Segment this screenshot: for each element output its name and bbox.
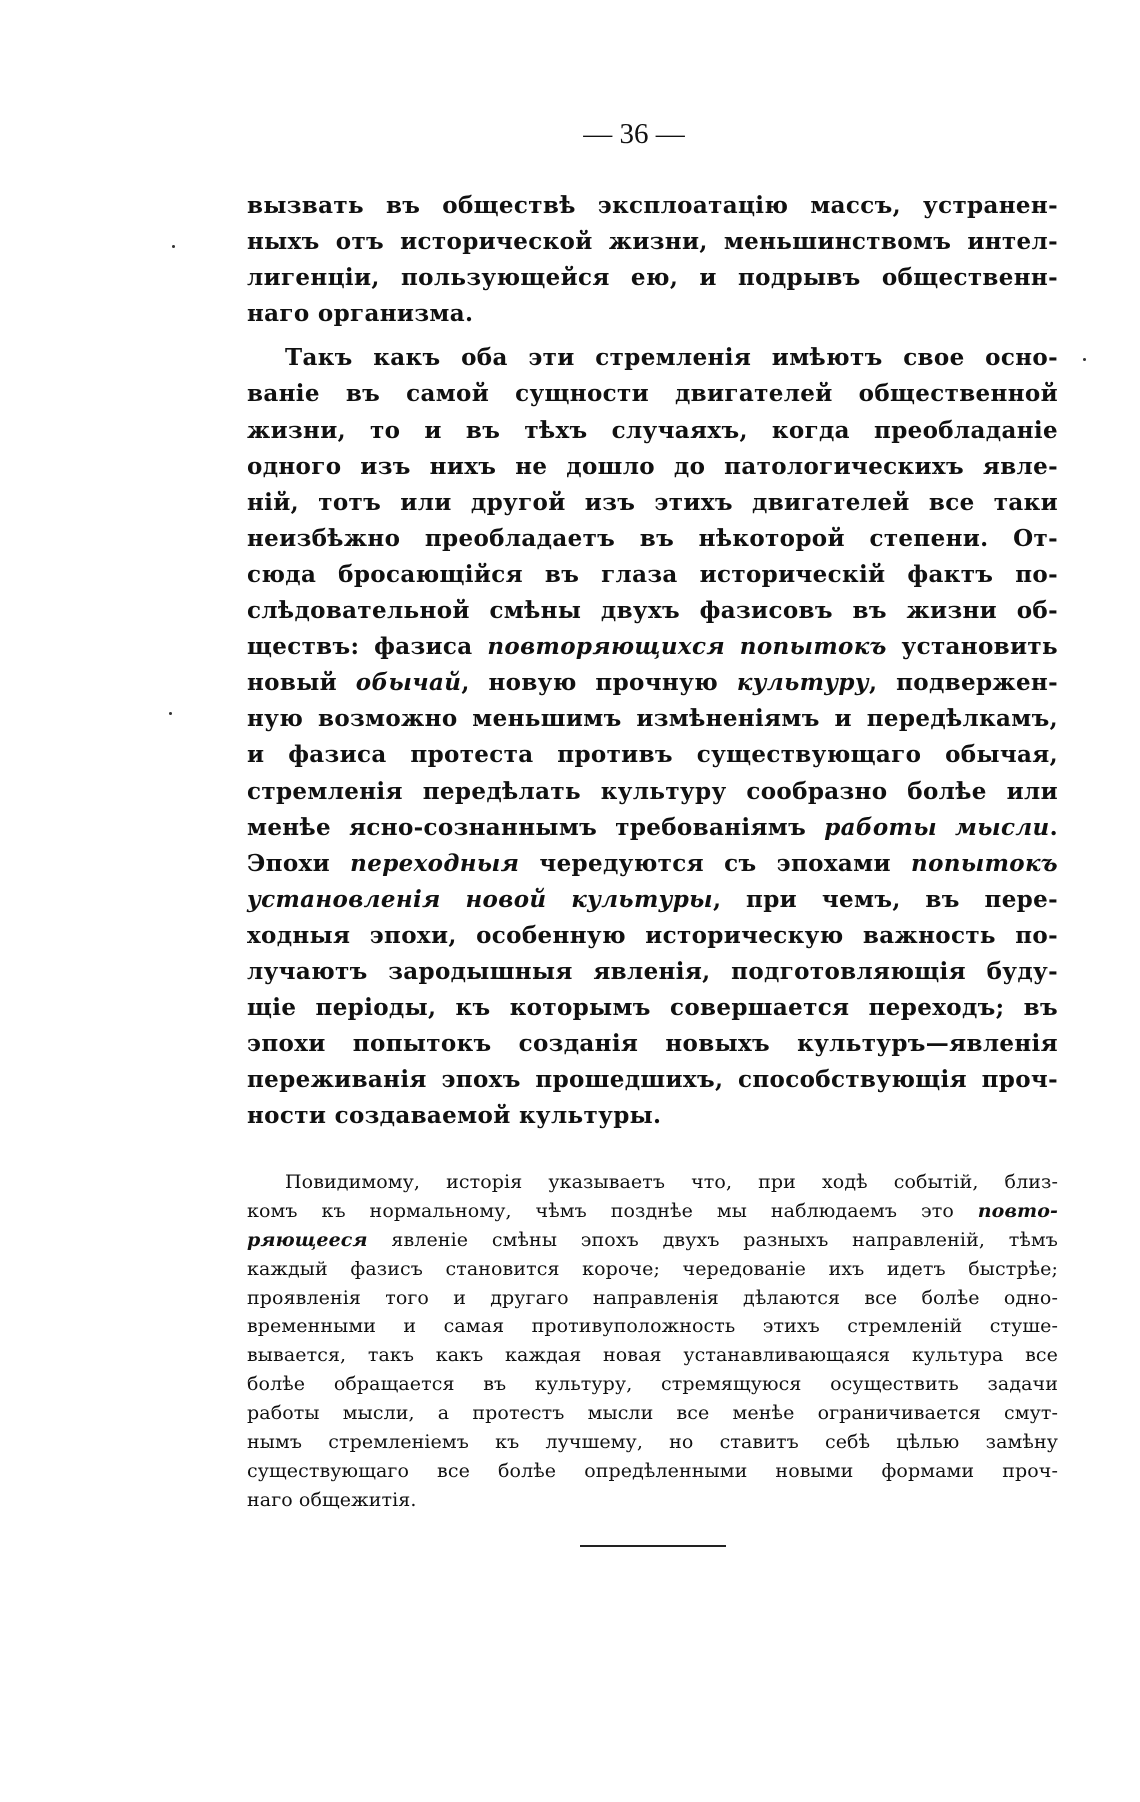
text-line: щіе періоды, къ которымъ совершается переходъ; въ <box>247 994 1058 1022</box>
footnote-line: вывается, такъ какъ каждая новая устанавливающаяся культура все <box>247 1344 1058 1367</box>
text-line: жизни, то и въ тѣхъ случаяхъ, когда преобладаніе <box>247 416 1058 444</box>
text-line: новый обычай, новую прочную культуру, подвержен- <box>247 669 1059 697</box>
footnote <box>247 1168 1058 1515</box>
text-line: ній, тотъ или другой изъ этихъ двигателей все таки <box>247 488 1058 516</box>
text-line: эпохи попытокъ созданія новыхъ культуръ—явленія <box>247 1030 1058 1058</box>
emphasis: культуру <box>736 669 869 697</box>
text-line: установленія новой культуры, при чемъ, въ пере- <box>247 885 1058 913</box>
paper-speck <box>172 245 175 248</box>
emphasis: повто- <box>977 1199 1058 1222</box>
text-line: неизбѣжно преобладаетъ въ нѣкоторой степени. От- <box>247 524 1058 552</box>
text-line: ходныя эпохи, особенную историческую важность по- <box>247 921 1058 949</box>
text-line: переживанія эпохъ прошедшихъ, способствующія проч- <box>247 1066 1058 1094</box>
text-line: ности создаваемой культуры. <box>247 1102 662 1130</box>
text-line: Эпохи переходныя чередуются съ эпохами попытокъ <box>247 849 1058 877</box>
text-line: одного изъ нихъ не дошло до патологическихъ явле- <box>247 452 1058 480</box>
text-line: ваніе въ самой сущности двигателей общественной <box>247 380 1058 408</box>
footnote-line: проявленія того и другаго направленія дѣлаются все болѣе одно- <box>247 1286 1058 1309</box>
text-line: ществъ: фазиса повторяющихся попытокъ установить <box>247 633 1058 661</box>
text-line: лигенціи, пользующейся ею, и подрывъ общественн- <box>247 264 1058 292</box>
emphasis: ряющееся <box>247 1228 368 1251</box>
main-text <box>247 188 1058 1134</box>
footnote-line: болѣе обращается въ культуру, стремящуюся осуществить задачи <box>247 1373 1058 1396</box>
footnote-line: временными и самая противуположность этихъ стремленій стуше- <box>247 1315 1058 1338</box>
text-line: и фазиса протеста противъ существующаго обычая, <box>247 741 1058 769</box>
paper-speck <box>169 712 172 715</box>
emphasis: повторяющихся попытокъ <box>487 633 887 661</box>
footnote-line: ряющееся явленіе смѣны эпохъ двухъ разныхъ направленій, тѣмъ <box>247 1228 1058 1251</box>
footnote-line: Повидимому, исторія указываетъ что, при ходѣ событій, близ- <box>285 1171 1058 1193</box>
text-line: стремленія передѣлать культуру сообразно болѣе или <box>247 777 1058 805</box>
text-line: менѣе ясно-сознаннымъ требованіямъ работы мысли. <box>247 813 1058 841</box>
text-line: вызвать въ обществѣ эксплоатацію массъ, устранен- <box>247 192 1058 219</box>
text-line: слѣдовательной смѣны двухъ фазисовъ въ жизни об- <box>247 597 1058 625</box>
emphasis: установленія новой культуры <box>247 885 713 913</box>
footnote-line: каждый фазисъ становится короче; чередованіе ихъ идетъ быстрѣе; <box>247 1257 1058 1280</box>
text-line: ную возможно меньшимъ измѣненіямъ и передѣлкамъ, <box>247 705 1058 733</box>
footnote-line: нымъ стремленіемъ къ лучшему, но ставитъ себѣ цѣлью замѣну <box>247 1431 1058 1454</box>
text-line: ныхъ отъ исторической жизни, меньшинствомъ интел- <box>247 228 1058 256</box>
text-line: наго организма. <box>247 300 474 328</box>
end-rule <box>580 1545 726 1547</box>
text-line: лучаютъ зародышныя явленія, подготовляющія буду- <box>247 957 1058 985</box>
emphasis: переходныя <box>350 849 520 877</box>
footnote-line: наго общежитія. <box>247 1488 417 1511</box>
emphasis: попытокъ <box>911 849 1058 877</box>
paper-speck <box>1083 358 1086 361</box>
emphasis: работы мысли <box>824 813 1050 841</box>
text-line: Такъ какъ оба эти стремленія имѣютъ свое осно- <box>285 344 1058 372</box>
page-number: — 36 — <box>583 118 685 150</box>
footnote-line: существующаго все болѣе опредѣленными новыми формами проч- <box>247 1459 1058 1482</box>
footnote-line: работы мысли, а протестъ мысли все менѣе ограничивается смут- <box>247 1402 1058 1425</box>
emphasis: обычай <box>355 669 462 697</box>
text-line: сюда бросающійся въ глаза историческій фактъ по- <box>247 560 1058 588</box>
footnote-line: комъ къ нормальному, чѣмъ позднѣе мы наблюдаемъ это повто- <box>247 1199 1058 1222</box>
